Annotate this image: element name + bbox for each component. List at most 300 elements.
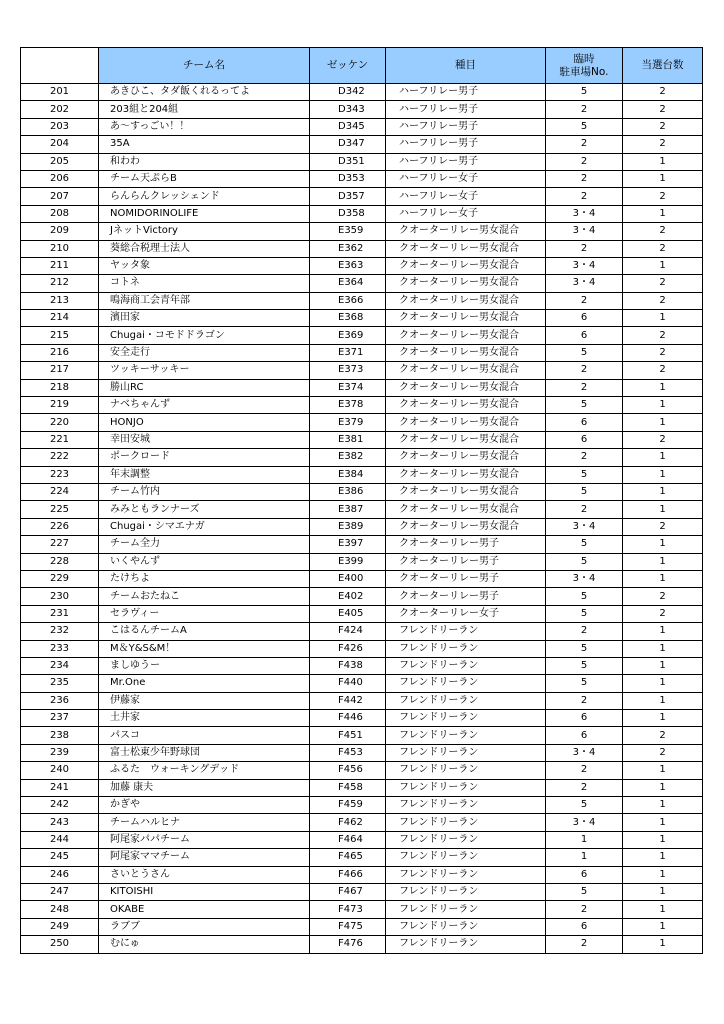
event-cell: フレンドリーラン: [386, 640, 546, 657]
row-number: 216: [21, 344, 99, 361]
event-cell: クオーターリレー男女混合: [386, 310, 546, 327]
event-cell: フレンドリーラン: [386, 831, 546, 848]
table-row: [21, 431, 703, 448]
allotted-count-cell: 2: [623, 292, 703, 309]
allotted-count-cell: 2: [623, 727, 703, 744]
team-name-cell: Mr.One: [99, 675, 310, 692]
table-row: [21, 136, 703, 153]
team-name-cell: かぎや: [99, 797, 310, 814]
team-name-cell: 阿尾家ママチーム: [99, 849, 310, 866]
row-number: 208: [21, 205, 99, 222]
bib-number-cell: F458: [310, 779, 386, 796]
allotted-count-cell: 1: [623, 640, 703, 657]
team-name-cell: チームおたねこ: [99, 588, 310, 605]
bib-number-cell: E405: [310, 605, 386, 622]
allotted-count-cell: 2: [623, 362, 703, 379]
bib-number-cell: E384: [310, 466, 386, 483]
allotted-count-cell: 1: [623, 379, 703, 396]
bib-number-cell: F476: [310, 936, 386, 953]
team-name-cell: 阿尾家パパチーム: [99, 831, 310, 848]
allotted-count-cell: 1: [623, 623, 703, 640]
table-row: [21, 101, 703, 118]
parking-lot-cell: 5: [546, 605, 623, 622]
results-table: [20, 47, 703, 954]
team-name-cell: NOMIDORINOLIFE: [99, 205, 310, 222]
table-row: [21, 675, 703, 692]
row-number: 239: [21, 744, 99, 761]
event-cell: クオーターリレー男女混合: [386, 483, 546, 500]
team-name-cell: 濱田家: [99, 310, 310, 327]
row-number: 250: [21, 936, 99, 953]
team-name-cell: Chugai・シマエナガ: [99, 518, 310, 535]
event-cell: ハーフリレー男子: [386, 101, 546, 118]
bib-number-cell: F424: [310, 623, 386, 640]
header-event: 種目: [386, 48, 546, 84]
team-name-cell: ふるた ウォーキングデッド: [99, 762, 310, 779]
parking-lot-cell: 2: [546, 901, 623, 918]
row-number: 233: [21, 640, 99, 657]
parking-lot-cell: 2: [546, 936, 623, 953]
row-number: 234: [21, 657, 99, 674]
row-number: 248: [21, 901, 99, 918]
team-name-cell: こはるんチームA: [99, 623, 310, 640]
allotted-count-cell: 1: [623, 901, 703, 918]
bib-number-cell: D357: [310, 188, 386, 205]
team-name-cell: むにゅ: [99, 936, 310, 953]
table-row: [21, 466, 703, 483]
parking-lot-cell: 1: [546, 831, 623, 848]
table-row: [21, 84, 703, 101]
row-number: 228: [21, 553, 99, 570]
row-number: 235: [21, 675, 99, 692]
row-number: 221: [21, 431, 99, 448]
bib-number-cell: F467: [310, 883, 386, 900]
row-number: 210: [21, 240, 99, 257]
table-row: [21, 223, 703, 240]
table-row: [21, 936, 703, 953]
table-row: [21, 118, 703, 135]
event-cell: ハーフリレー男子: [386, 136, 546, 153]
allotted-count-cell: 1: [623, 449, 703, 466]
team-name-cell: 安全走行: [99, 344, 310, 361]
event-cell: クオーターリレー男女混合: [386, 292, 546, 309]
bib-number-cell: E359: [310, 223, 386, 240]
team-name-cell: HONJO: [99, 414, 310, 431]
parking-lot-cell: 5: [546, 483, 623, 500]
bib-number-cell: E397: [310, 536, 386, 553]
row-number: 229: [21, 570, 99, 587]
bib-number-cell: F453: [310, 744, 386, 761]
row-number: 220: [21, 414, 99, 431]
allotted-count-cell: 2: [623, 275, 703, 292]
parking-lot-cell: 2: [546, 362, 623, 379]
team-name-cell: 土井家: [99, 710, 310, 727]
bib-number-cell: E389: [310, 518, 386, 535]
row-number: 206: [21, 170, 99, 187]
allotted-count-cell: 2: [623, 188, 703, 205]
table-row: [21, 866, 703, 883]
row-number: 219: [21, 397, 99, 414]
bib-number-cell: E386: [310, 483, 386, 500]
team-name-cell: M＆Y&S&M！: [99, 640, 310, 657]
row-number: 246: [21, 866, 99, 883]
table-row: [21, 257, 703, 274]
parking-lot-cell: 6: [546, 431, 623, 448]
allotted-count-cell: 1: [623, 257, 703, 274]
table-body: [21, 84, 703, 954]
team-name-cell: 203組と204組: [99, 101, 310, 118]
bib-number-cell: F459: [310, 797, 386, 814]
row-number: 227: [21, 536, 99, 553]
bib-number-cell: E374: [310, 379, 386, 396]
event-cell: フレンドリーラン: [386, 710, 546, 727]
parking-lot-cell: 2: [546, 136, 623, 153]
parking-lot-cell: 5: [546, 84, 623, 101]
table-header: [21, 48, 703, 84]
bib-number-cell: F465: [310, 849, 386, 866]
parking-lot-cell: 2: [546, 449, 623, 466]
team-name-cell: ましゆうー: [99, 657, 310, 674]
bib-number-cell: F426: [310, 640, 386, 657]
bib-number-cell: E363: [310, 257, 386, 274]
table-row: [21, 918, 703, 935]
allotted-count-cell: 1: [623, 918, 703, 935]
team-name-cell: JネットVictory: [99, 223, 310, 240]
table-row: [21, 553, 703, 570]
parking-lot-cell: 6: [546, 918, 623, 935]
row-number: 244: [21, 831, 99, 848]
event-cell: フレンドリーラン: [386, 866, 546, 883]
table-row: [21, 588, 703, 605]
team-name-cell: セラヴィー: [99, 605, 310, 622]
row-number: 243: [21, 814, 99, 831]
parking-lot-cell: 3・4: [546, 205, 623, 222]
parking-lot-cell: 5: [546, 588, 623, 605]
event-cell: クオーターリレー男女混合: [386, 466, 546, 483]
allotted-count-cell: 2: [623, 744, 703, 761]
allotted-count-cell: 2: [623, 431, 703, 448]
parking-lot-cell: 5: [546, 675, 623, 692]
parking-lot-cell: 6: [546, 710, 623, 727]
row-number: 247: [21, 883, 99, 900]
row-number: 225: [21, 501, 99, 518]
event-cell: フレンドリーラン: [386, 762, 546, 779]
bib-number-cell: D342: [310, 84, 386, 101]
bib-number-cell: F466: [310, 866, 386, 883]
event-cell: クオーターリレー男女混合: [386, 327, 546, 344]
parking-lot-cell: 6: [546, 414, 623, 431]
parking-lot-cell: 3・4: [546, 518, 623, 535]
allotted-count-cell: 2: [623, 605, 703, 622]
event-cell: クオーターリレー男女混合: [386, 240, 546, 257]
parking-lot-cell: 6: [546, 327, 623, 344]
parking-lot-cell: 2: [546, 692, 623, 709]
bib-number-cell: E379: [310, 414, 386, 431]
event-cell: ハーフリレー女子: [386, 170, 546, 187]
parking-lot-cell: 2: [546, 153, 623, 170]
bib-number-cell: F475: [310, 918, 386, 935]
parking-lot-cell: 6: [546, 310, 623, 327]
allotted-count-cell: 2: [623, 101, 703, 118]
allotted-count-cell: 1: [623, 483, 703, 500]
team-name-cell: チームハルヒナ: [99, 814, 310, 831]
event-cell: フレンドリーラン: [386, 623, 546, 640]
header-blank-cell: [21, 48, 99, 84]
allotted-count-cell: 1: [623, 831, 703, 848]
table-row: [21, 397, 703, 414]
row-number: 212: [21, 275, 99, 292]
team-name-cell: 加藤 康夫: [99, 779, 310, 796]
bib-number-cell: F446: [310, 710, 386, 727]
allotted-count-cell: 2: [623, 518, 703, 535]
bib-number-cell: E369: [310, 327, 386, 344]
event-cell: フレンドリーラン: [386, 849, 546, 866]
row-number: 203: [21, 118, 99, 135]
allotted-count-cell: 1: [623, 536, 703, 553]
table-row: [21, 570, 703, 587]
table-row: [21, 901, 703, 918]
event-cell: フレンドリーラン: [386, 657, 546, 674]
team-name-cell: ナベちゃんず: [99, 397, 310, 414]
parking-lot-cell: 5: [546, 657, 623, 674]
row-number: 226: [21, 518, 99, 535]
table-row: [21, 205, 703, 222]
allotted-count-cell: 1: [623, 466, 703, 483]
parking-lot-cell: 5: [546, 553, 623, 570]
event-cell: クオーターリレー男子: [386, 570, 546, 587]
event-cell: クオーターリレー男女混合: [386, 362, 546, 379]
table-row: [21, 292, 703, 309]
bib-number-cell: D353: [310, 170, 386, 187]
event-cell: クオーターリレー男女混合: [386, 501, 546, 518]
parking-lot-cell: 2: [546, 501, 623, 518]
bib-number-cell: E378: [310, 397, 386, 414]
team-name-cell: あきひこ、タダ飯くれるってよ: [99, 84, 310, 101]
allotted-count-cell: 2: [623, 84, 703, 101]
row-number: 242: [21, 797, 99, 814]
allotted-count-cell: 1: [623, 397, 703, 414]
row-number: 238: [21, 727, 99, 744]
table-row: [21, 814, 703, 831]
team-name-cell: いくやんず: [99, 553, 310, 570]
team-name-cell: らんらんクレッシェンド: [99, 188, 310, 205]
allotted-count-cell: 1: [623, 501, 703, 518]
team-name-cell: ラブブ: [99, 918, 310, 935]
allotted-count-cell: 1: [623, 170, 703, 187]
event-cell: クオーターリレー男子: [386, 588, 546, 605]
allotted-count-cell: 1: [623, 310, 703, 327]
table-row: [21, 623, 703, 640]
table-row: [21, 744, 703, 761]
row-number: 231: [21, 605, 99, 622]
row-number: 202: [21, 101, 99, 118]
allotted-count-cell: 1: [623, 762, 703, 779]
team-name-cell: 伊藤家: [99, 692, 310, 709]
row-number: 205: [21, 153, 99, 170]
allotted-count-cell: 2: [623, 344, 703, 361]
row-number: 223: [21, 466, 99, 483]
parking-lot-cell: 3・4: [546, 275, 623, 292]
table-row: [21, 692, 703, 709]
event-cell: フレンドリーラン: [386, 936, 546, 953]
event-cell: ハーフリレー男子: [386, 118, 546, 135]
table-row: [21, 849, 703, 866]
parking-lot-cell: 2: [546, 292, 623, 309]
team-name-cell: チーム全力: [99, 536, 310, 553]
event-cell: クオーターリレー男女混合: [386, 414, 546, 431]
row-number: 218: [21, 379, 99, 396]
allotted-count-cell: 2: [623, 327, 703, 344]
bib-number-cell: E364: [310, 275, 386, 292]
table-row: [21, 310, 703, 327]
parking-lot-cell: 3・4: [546, 814, 623, 831]
event-cell: クオーターリレー男子: [386, 553, 546, 570]
team-name-cell: みみともランナーズ: [99, 501, 310, 518]
team-name-cell: ヤッタ象: [99, 257, 310, 274]
table-row: [21, 483, 703, 500]
allotted-count-cell: 2: [623, 223, 703, 240]
parking-lot-cell: 2: [546, 762, 623, 779]
table-row: [21, 779, 703, 796]
team-name-cell: 勝山RC: [99, 379, 310, 396]
parking-lot-cell: 2: [546, 240, 623, 257]
table-row: [21, 327, 703, 344]
parking-lot-cell: 5: [546, 397, 623, 414]
event-cell: フレンドリーラン: [386, 814, 546, 831]
table-row: [21, 883, 703, 900]
bib-number-cell: E362: [310, 240, 386, 257]
event-cell: フレンドリーラン: [386, 797, 546, 814]
table-row: [21, 605, 703, 622]
team-name-cell: パスコ: [99, 727, 310, 744]
team-name-cell: あ～すっごい！！: [99, 118, 310, 135]
event-cell: フレンドリーラン: [386, 727, 546, 744]
allotted-count-cell: 1: [623, 797, 703, 814]
allotted-count-cell: 2: [623, 118, 703, 135]
bib-number-cell: E368: [310, 310, 386, 327]
bib-number-cell: F473: [310, 901, 386, 918]
row-number: 201: [21, 84, 99, 101]
parking-lot-cell: 5: [546, 118, 623, 135]
allotted-count-cell: 1: [623, 883, 703, 900]
allotted-count-cell: 1: [623, 936, 703, 953]
event-cell: クオーターリレー男女混合: [386, 431, 546, 448]
table-row: [21, 640, 703, 657]
team-name-cell: 35A: [99, 136, 310, 153]
parking-lot-cell: 3・4: [546, 257, 623, 274]
team-name-cell: 年末調整: [99, 466, 310, 483]
event-cell: クオーターリレー男女混合: [386, 344, 546, 361]
event-cell: フレンドリーラン: [386, 675, 546, 692]
bib-number-cell: E381: [310, 431, 386, 448]
table-row: [21, 414, 703, 431]
event-cell: クオーターリレー男女混合: [386, 449, 546, 466]
row-number: 237: [21, 710, 99, 727]
header-parking: [546, 48, 623, 84]
table-row: [21, 188, 703, 205]
team-name-cell: KITOISHI: [99, 883, 310, 900]
table-row: [21, 379, 703, 396]
bib-number-cell: F440: [310, 675, 386, 692]
table-row: [21, 657, 703, 674]
event-cell: フレンドリーラン: [386, 744, 546, 761]
header-parking-line2: 駐車場No.: [559, 65, 609, 78]
team-name-cell: チーム竹内: [99, 483, 310, 500]
table-row: [21, 831, 703, 848]
bib-number-cell: D345: [310, 118, 386, 135]
table-row: [21, 275, 703, 292]
parking-lot-cell: 2: [546, 188, 623, 205]
event-cell: クオーターリレー女子: [386, 605, 546, 622]
bib-number-cell: E371: [310, 344, 386, 361]
table-row: [21, 240, 703, 257]
bib-number-cell: D358: [310, 205, 386, 222]
bib-number-cell: F462: [310, 814, 386, 831]
bib-number-cell: F464: [310, 831, 386, 848]
event-cell: クオーターリレー男女混合: [386, 379, 546, 396]
team-name-cell: たけちよ: [99, 570, 310, 587]
team-name-cell: チーム天ぷらB: [99, 170, 310, 187]
parking-lot-cell: 3・4: [546, 744, 623, 761]
allotted-count-cell: 1: [623, 414, 703, 431]
allotted-count-cell: 1: [623, 570, 703, 587]
team-name-cell: 葵総合税理士法人: [99, 240, 310, 257]
parking-lot-cell: 6: [546, 727, 623, 744]
allotted-count-cell: 2: [623, 240, 703, 257]
bib-number-cell: D351: [310, 153, 386, 170]
team-name-cell: Chugai・コモドドラゴン: [99, 327, 310, 344]
row-number: 207: [21, 188, 99, 205]
allotted-count-cell: 1: [623, 692, 703, 709]
parking-lot-cell: 3・4: [546, 223, 623, 240]
bib-number-cell: E402: [310, 588, 386, 605]
table-row: [21, 501, 703, 518]
parking-lot-cell: 6: [546, 866, 623, 883]
table-row: [21, 153, 703, 170]
row-number: 245: [21, 849, 99, 866]
bib-number-cell: F456: [310, 762, 386, 779]
row-number: 215: [21, 327, 99, 344]
row-number: 211: [21, 257, 99, 274]
bib-number-cell: E382: [310, 449, 386, 466]
row-number: 232: [21, 623, 99, 640]
event-cell: クオーターリレー男女混合: [386, 397, 546, 414]
event-cell: クオーターリレー男子: [386, 536, 546, 553]
row-number: 209: [21, 223, 99, 240]
bib-number-cell: D343: [310, 101, 386, 118]
parking-lot-cell: 5: [546, 344, 623, 361]
event-cell: フレンドリーラン: [386, 883, 546, 900]
row-number: 240: [21, 762, 99, 779]
parking-lot-cell: 1: [546, 849, 623, 866]
row-number: 217: [21, 362, 99, 379]
table-row: [21, 727, 703, 744]
parking-lot-cell: 3・4: [546, 570, 623, 587]
allotted-count-cell: 1: [623, 153, 703, 170]
event-cell: ハーフリレー男子: [386, 153, 546, 170]
event-cell: クオーターリレー男女混合: [386, 275, 546, 292]
bib-number-cell: E387: [310, 501, 386, 518]
allotted-count-cell: 1: [623, 814, 703, 831]
bib-number-cell: F442: [310, 692, 386, 709]
team-name-cell: ポークロード: [99, 449, 310, 466]
team-name-cell: 幸田安城: [99, 431, 310, 448]
allotted-count-cell: 1: [623, 675, 703, 692]
event-cell: ハーフリレー女子: [386, 205, 546, 222]
event-cell: ハーフリレー男子: [386, 84, 546, 101]
table-row: [21, 344, 703, 361]
row-number: 249: [21, 918, 99, 935]
